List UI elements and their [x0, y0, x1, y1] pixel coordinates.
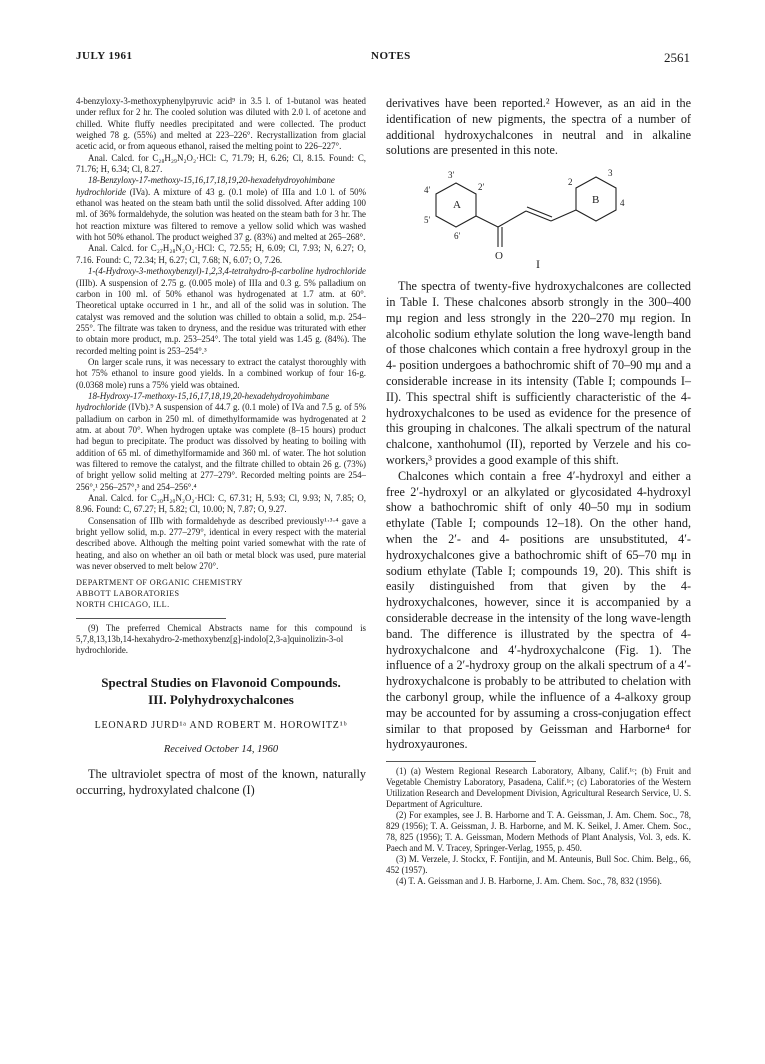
paragraph: 4-benzyloxy-3-methoxyphenylpyruvic acid⁹ in 3.5 l. of 1-butanol was heated under reflux for 2 hr. The cooled solution was diluted with 2.0 l. of acetone and chilled. White fluffy needles precipitated and were collected. The product weighed 78 g. (55%) and melted at 223–226°. Recrystallization from glacial acetic acid, or from aqueous ethanol, raised the melting point to 226–227°.	[76, 96, 366, 152]
paragraph: 18-Hydroxy-17-methoxy-15,16,17,18,19,20-hexadehydroyohimbane hydrochloride (IVb).⁹ A suspension of 44.7 g. (0.1 mole) of IVa and 7.5 g. of 5% palladium on carbon in 250 ml. of dimethylformamide was hydrogenated at 2 atm. at about 70°. When hydrogen uptake was complete (8–15 hours) product had begun to precipitate. The product was dissolved by heating to boiling with addition of 65 ml. of dimethylformamide and 360 ml. of water. The hot solution was filtered to remove the catalyst, and the filtrate chilled to obtain 26 g. (73%) of bright yellow solid melting at 277–279°. Recorded melting points are 254–256°,¹ 256–257°,³ and 254–256°.⁴	[76, 390, 366, 492]
svg-text:4′: 4′	[424, 185, 431, 196]
page-number: 2561	[664, 50, 690, 65]
article-title: Spectral Studies on Flavonoid Compounds. III. Polyhydroxychalcones	[101, 675, 341, 708]
svg-text:6′: 6′	[454, 231, 461, 242]
paragraph: derivatives have been reported.² However, as an aid in the identification of new pigments, the spectra of a number of additional hydroxychalcones in neutral and in alkaline solutions are presented in this note.	[386, 96, 691, 158]
paragraph: Consensation of IIIb with formaldehyde as described previously¹·³·⁴ gave a bright yellow solid, m.p. 277–279°, identical in every respect with the material described above. Although the melting point varied somewhat with the rate of heating, and also on whether an oil bath or metal block was used, pure material was never observed to melt below 270°.	[76, 515, 366, 572]
footnote: (1) (a) Western Regional Research Laboratory, Albany, Calif.¹ᶜ; (b) Fruit and Vegetable Chemistry Laboratory, Pasadena, Calif.¹ᶜ; (c) Laboratories of the Western Utilization Research and Development Division, Agricultural Research Service, U. S. Department of Agriculture.	[386, 766, 691, 810]
paragraph: On larger scale runs, it was necessary to extract the catalyst thoroughly with hot 75% ethanol to insure good yields. In a combined workup of four 16-g. (0.0368 mole) runs a 75% yield was obtained.	[76, 356, 366, 390]
left-column	[76, 96, 366, 799]
footnote: (9) The preferred Chemical Abstracts name for this compound is 5,7,8,13,13b,14-hexahydro-2-methoxybenz[g]-indolo[2,3-a]quinolizin-3-ol hydrochloride.	[76, 623, 366, 656]
svg-text:2′: 2′	[478, 182, 485, 193]
compound-name: 1-(4-Hydroxy-3-methoxybenzyl)-1,2,3,4-tetrahydro-β-carboline hydrochloride	[88, 266, 366, 277]
footnote-rule	[76, 618, 226, 619]
svg-text:5′: 5′	[424, 215, 431, 226]
running-header	[76, 50, 690, 68]
affiliation: DEPARTMENT OF ORGANIC CHEMISTRY ABBOTT LABORATORIES NORTH CHICAGO, ILL.	[76, 578, 243, 609]
paragraph: 18-Benzyloxy-17-methoxy-15,16,17,18,19,20-hexadehydroyohimbane hydrochloride (IVa). A mixture of 43 g. (0.1 mole) of IIIa and 1.0 l. of 50% ethanol was heated on the steam bath until the solid dissolved. After adding 100 ml. of 36% formaldehyde, the solution was heated on the steam bath for 3 hr. The hot reaction mixture was filtered to remove a yellow solid which was washed with hot 50% ethanol. The product weighed 37 g. (83%) and melted at 265–268°.	[76, 175, 366, 243]
footnotes	[386, 766, 691, 887]
svg-text:3′: 3′	[448, 170, 455, 181]
footnote: (2) For examples, see J. B. Harborne and T. A. Geissman, J. Am. Chem. Soc., 78, 829 (1956); T. A. Geissman, J. B. Harborne, and M. K. Seikel, J. Amer. Chem. Soc., 78, 825 (1956); T. A. Geissman, Modern Methods of Plant Analysis, Vol. 3, eds. K. Paech and M. V. Tracey, Springer-Verlag, 1955, p. 450.	[386, 810, 691, 854]
paragraph: The spectra of twenty-five hydroxychalcones are collected in Table I. These chalcones absorb strongly in the 300–400 mμ region and less strongly in the 220–270 mμ region. In alcoholic sodium ethylate solution the long wave-length band of those chalcones which contain a free hydroxyl group in the 4- position undergoes a bathochromic shift of 70–90 mμ and a considerable increase in its intensity (Table I; compounds I–II). This spectral shift is sufficiently characteristic of the 4-hydroxychalcones to be used as evidence for the presence of this grouping in chalcones. The alkali spectrum of the natural chalcone, xanthohumol (II), reported by Verzele and his co-workers,³ provides a good example of this shift.	[386, 279, 691, 467]
paragraph: 1-(4-Hydroxy-3-methoxybenzyl)-1,2,3,4-tetrahydro-β-carboline hydrochloride (IIIb). A suspension of 2.75 g. (0.005 mole) of IIIa and 0.3 g. 5% palladium on carbon in 100 ml. of 50% ethanol was hydrogenated at 1.7 atm. at 60°. Theoretical uptake occurred in 1 hr., and all of the solid was in solution. The catalyst was removed and the solution was chilled to obtain a solid, m.p. 254–255°. The filtrate was taken to dryness, and the residue was triturated with ether to obtain more product, m.p. 253–254°. The total yield was 1.45 g. (84%). The recorded melting point is 253–254°.³	[76, 266, 366, 356]
footnote: (4) T. A. Geissman and J. B. Harborne, J. Am. Chem. Soc., 78, 832 (1956).	[396, 876, 662, 887]
article-authors: LEONARD JURD¹ᵃ AND ROBERT M. HOROWITZ¹ᵇ	[94, 720, 348, 732]
compound-name: 18-Benzyloxy-17-methoxy-15,16,17,18,19,20-hexadehydroyohimbane hydrochloride	[76, 175, 335, 197]
analysis-paragraph: Anal. Calcd. for C₂₇H₂₈N₂O₂·HCl: C, 72.55; H, 6.09; Cl, 7.93; N, 6.27; O, 7.16. Found: C, 72.34; H, 6.27; Cl, 7.68; N, 6.07; O, 7.26.	[76, 243, 366, 265]
oxygen-label: O	[495, 250, 503, 263]
chalcone-structure-diagram	[386, 163, 691, 273]
ring-a-label: A	[453, 199, 461, 212]
ring-b-label: B	[592, 194, 600, 207]
compound-label: I	[536, 257, 540, 272]
header-date: JULY 1961	[76, 50, 133, 62]
right-column	[386, 96, 691, 887]
compound-name: 18-Hydroxy-17-methoxy-15,16,17,18,19,20-hexadehydroyohimbane hydrochloride	[76, 390, 330, 413]
received-date: Received October 14, 1960	[163, 743, 279, 755]
paragraph: Chalcones which contain a free 4′-hydroxyl and either a free 2′-hydroxyl or an alkylated or glycosidated 4-hydroxyl show a bathochromic shift of only 40–50 mμ in sodium ethylate (Table I; compounds 12–18). On the other hand, when the 2′- and 4- positions are unsubstituted, 4′-hydroxychalcones give a bathochromic shift of 65–70 mμ in sodium ethylate (Table I; compounds 19, 20). This shift is easily distinguished from that given by the 4-hydroxychalcones, however, since it is accompanied by a considerable decrease in the intensity of the long wave-length band. The difference is illustrated by the spectra of 4-hydroxychalcone and 4′-hydroxychalcone (Fig. 1). The influence of a 2′-hydroxy group on the alkali spectrum of a 4′-hydroxychalcone is probably to be attributed to chelation with the carbonyl group, while the influence of a 4-alkoxy group may be accounted for by assuming a cross-conjugation effect similar to that proposed by Geissman and Harborne⁴ for hydroxyaurones.	[386, 468, 691, 752]
svg-text:2: 2	[568, 177, 573, 188]
footnote: (3) M. Verzele, J. Stockx, F. Fontijin, and M. Anteunis, Bull Soc. Chim. Belg., 66, 452 (1957).	[386, 854, 691, 876]
chalcone-structure-figure	[386, 163, 691, 273]
intro-paragraph: The ultraviolet spectra of most of the known, naturally occurring, hydroxylated chalcone (I)	[76, 766, 366, 797]
header-section: NOTES	[371, 50, 411, 62]
analysis-paragraph: Anal. Calcd. for C₂₀H₂₀N₂O₂·HCl: C, 67.31; H, 5.93; Cl, 9.93; N, 7.85; O, 8.96. Found: C, 67.27; H, 5.82; Cl, 10.00; N, 7.87; O, 9.27.	[76, 493, 366, 515]
analysis-paragraph: Anal. Calcd. for C₂₈H₂₉N₂O₂·HCl: C, 71.79; H, 6.26; Cl, 8.15. Found: C, 71.76; H, 6.34; Cl, 8.27.	[76, 152, 366, 175]
carbonyl-bond	[476, 216, 498, 227]
svg-text:4: 4	[620, 198, 625, 209]
svg-text:3: 3	[608, 168, 613, 179]
footnote-rule	[386, 761, 536, 762]
